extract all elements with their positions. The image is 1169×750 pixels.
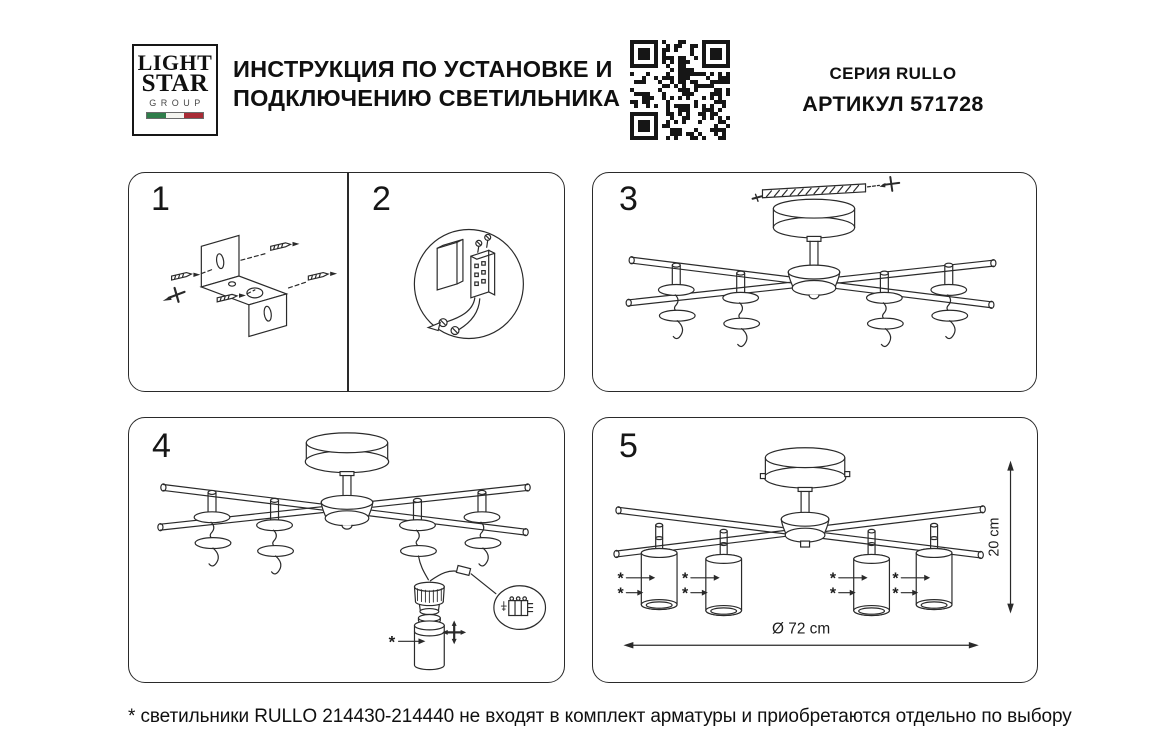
wiring-detail xyxy=(414,229,523,338)
flag-white xyxy=(166,113,185,118)
canopy xyxy=(773,199,854,238)
lamp-holder xyxy=(723,271,760,346)
series-label: СЕРИЯ RULLO xyxy=(829,64,957,83)
step-panel-1-2 xyxy=(128,172,565,392)
screw-icon xyxy=(163,288,185,302)
step-number-3: 3 xyxy=(619,180,638,218)
step1-2-drawing xyxy=(129,173,564,391)
footnote-marker: * xyxy=(617,585,624,603)
step-panel-4 xyxy=(128,417,565,683)
qr-finder xyxy=(702,40,730,68)
terminal-block xyxy=(471,234,495,297)
mounting-strip xyxy=(753,184,880,201)
footnote-marker: * xyxy=(892,585,899,603)
step-number-5: 5 xyxy=(619,427,638,465)
width-label: Ø 72 cm xyxy=(772,620,831,638)
article-number: АРТИКУЛ 571728 xyxy=(802,92,984,116)
flag-red xyxy=(184,113,203,118)
wires xyxy=(428,298,480,335)
logo-word-star: STAR xyxy=(141,70,209,97)
step-number-2: 2 xyxy=(372,180,391,218)
screw-icon xyxy=(879,177,899,191)
logo-word-group: GROUP xyxy=(149,98,205,108)
title-line-2: ПОДКЛЮЧЕНИЮ СВЕТИЛЬНИКА xyxy=(233,85,621,111)
step3-drawing xyxy=(593,173,1036,391)
title-line-1: ИНСТРУКЦИЯ ПО УСТАНОВКЕ И xyxy=(233,56,613,82)
hub xyxy=(788,265,840,299)
lamp-bulb xyxy=(414,621,444,670)
product-codes xyxy=(788,64,998,117)
lamp-holder xyxy=(257,498,294,574)
footnote-marker: * xyxy=(617,570,624,588)
footnote-marker: * xyxy=(388,632,396,652)
terminal-detail xyxy=(494,586,546,630)
canopy xyxy=(760,448,849,488)
footnote-marker: * xyxy=(682,570,689,588)
footnote: * светильники RULLO 214430-214440 не входят в комплект арматуры и приобретаются отдельно по выбору xyxy=(128,706,1072,727)
qr-finder xyxy=(630,40,658,68)
lamp-shade xyxy=(916,523,952,609)
lamp-holder xyxy=(867,271,904,346)
canopy xyxy=(305,433,388,473)
lamp-holder xyxy=(194,490,231,566)
height-label: 20 cm xyxy=(986,517,1003,557)
hub xyxy=(781,512,829,547)
step-panel-5 xyxy=(592,417,1038,683)
logo-word-light: LIGHT xyxy=(137,50,213,75)
italy-flag xyxy=(146,112,204,119)
step-number-1: 1 xyxy=(151,180,170,218)
anchor-plug xyxy=(289,272,338,288)
step-number-4: 4 xyxy=(152,427,171,465)
hub xyxy=(321,495,373,529)
lamp-socket xyxy=(414,582,444,624)
mounting-bracket xyxy=(201,235,286,336)
footnote-marker: * xyxy=(829,585,837,603)
width-dimension xyxy=(623,642,978,649)
qr-code xyxy=(630,40,730,140)
qr-finder xyxy=(630,112,658,140)
flag-green xyxy=(147,113,166,118)
brand-logo xyxy=(132,44,218,136)
footnote-marker: * xyxy=(892,570,899,588)
anchor-plug xyxy=(241,242,299,260)
page-title xyxy=(233,55,620,113)
lamp-shade xyxy=(854,529,890,615)
lamp-shade xyxy=(641,523,677,609)
junction-box xyxy=(437,239,463,290)
height-dimension xyxy=(1007,461,1014,614)
step-panel-3 xyxy=(592,172,1037,392)
step5-drawing xyxy=(593,418,1037,682)
footnote-marker: * xyxy=(682,585,689,603)
step4-drawing xyxy=(129,418,564,682)
screw-icon xyxy=(442,620,466,644)
footnote-marker: * xyxy=(829,570,837,588)
